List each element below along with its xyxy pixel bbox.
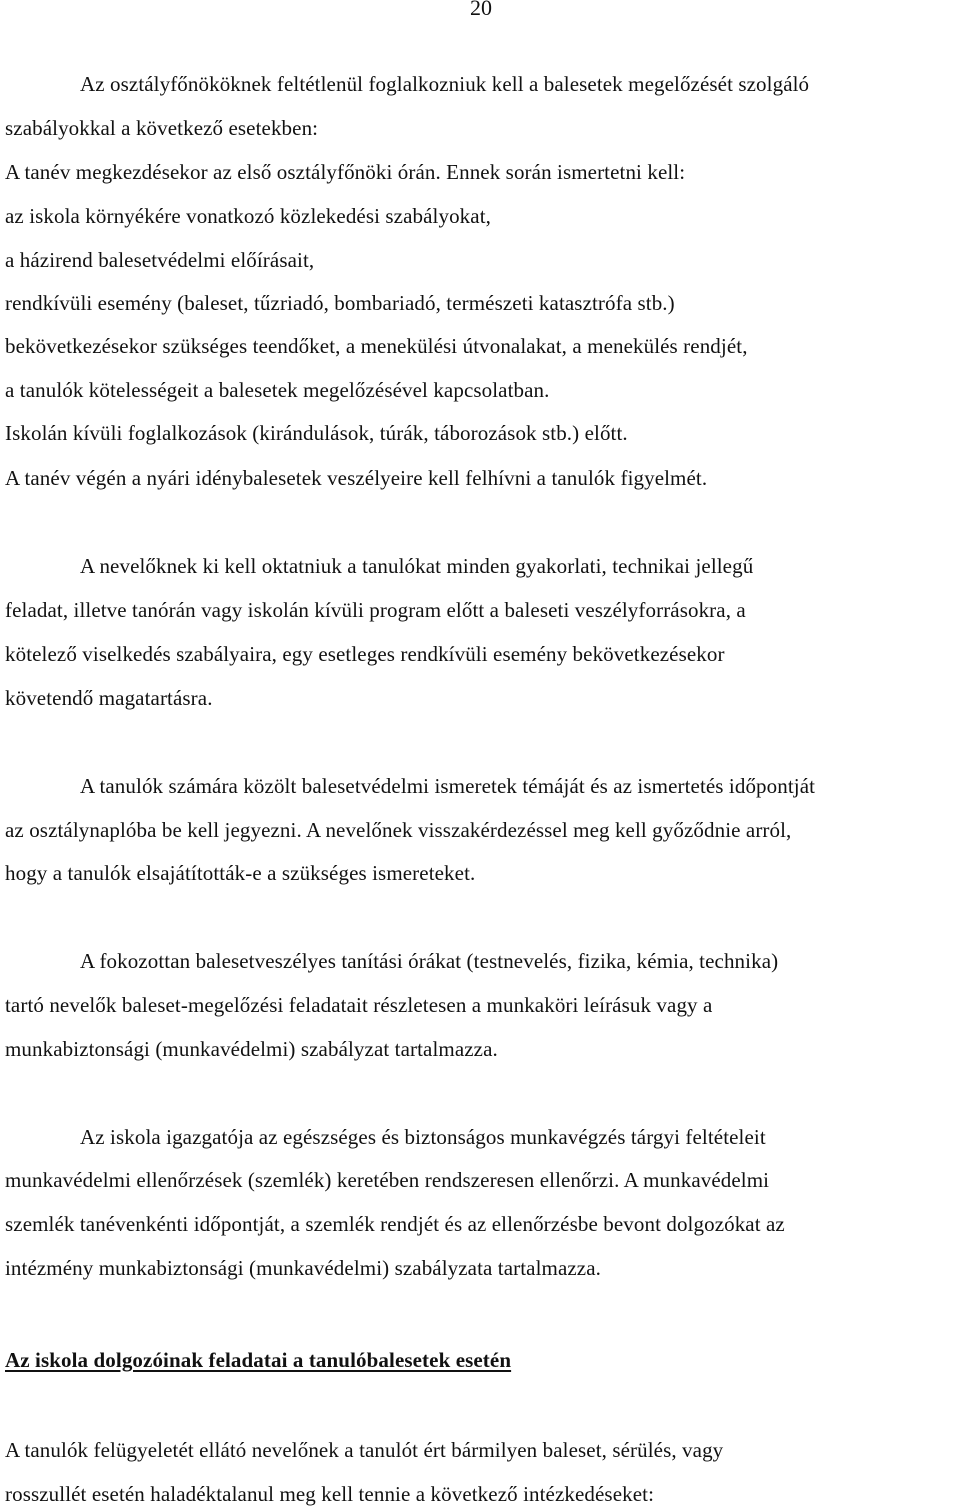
text-line: A tanulók felügyeletét ellátó nevelőnek a tanulót ért bármilyen baleset, sérülés, vagy <box>5 1438 724 1462</box>
text-line: A nevelőknek ki kell oktatniuk a tanulókat minden gyakorlati, technikai jellegű <box>80 554 754 578</box>
text-line: a házirend balesetvédelmi előírásait, <box>5 248 315 272</box>
section-heading: Az iskola dolgozóinak feladatai a tanulóbalesetek esetén <box>5 1348 512 1372</box>
text-line: munkabiztonsági (munkavédelmi) szabályzat tartalmazza. <box>5 1037 498 1061</box>
text-line: munkavédelmi ellenőrzések (szemlék) keretében rendszeresen ellenőrzi. A munkavédelmi <box>5 1168 770 1192</box>
text-line: Az iskola igazgatója az egészséges és biztonságos munkavégzés tárgyi feltételeit <box>80 1125 766 1149</box>
text-line: szemlék tanévenkénti időpontját, a szemlék rendjét és az ellenőrzésbe bevont dolgozókat az <box>5 1212 785 1236</box>
text-line: a tanulók kötelességeit a balesetek megelőzésével kapcsolatban. <box>5 378 550 402</box>
text-line: követendő magatartásra. <box>5 686 213 710</box>
text-line: feladat, illetve tanórán vagy iskolán kívüli program előtt a baleseti veszélyforrásokra, a <box>5 598 746 622</box>
text-line: bekövetkezésekor szükséges teendőket, a menekülési útvonalakat, a menekülés rendjét, <box>5 334 748 358</box>
text-line: A tanév végén a nyári idénybalesetek veszélyeire kell felhívni a tanulók figyelmét. <box>5 466 708 490</box>
text-line: az iskola környékére vonatkozó közlekedési szabályokat, <box>5 204 491 228</box>
text-line: kötelező viselkedés szabályaira, egy esetleges rendkívüli esemény bekövetkezésekor <box>5 642 725 666</box>
text-line: szabályokkal a következő esetekben: <box>5 116 319 140</box>
text-line: az osztálynaplóba be kell jegyezni. A nevelőnek visszakérdezéssel meg kell győződnie arról, <box>5 818 792 842</box>
text-line: intézmény munkabiztonsági (munkavédelmi) szabályzata tartalmazza. <box>5 1256 601 1280</box>
text-line: A tanév megkezdésekor az első osztályfőnöki órán. Ennek során ismertetni kell: <box>5 160 686 184</box>
text-line: rosszullét esetén haladéktalanul meg kell tennie a következő intézkedéseket: <box>5 1482 655 1506</box>
page-number: 20 <box>470 0 492 20</box>
text-line: rendkívüli esemény (baleset, tűzriadó, bombariadó, természeti katasztrófa stb.) <box>5 291 675 315</box>
text-line: tartó nevelők baleset-megelőzési feladatait részletesen a munkaköri leírásuk vagy a <box>5 993 713 1017</box>
text-line: Iskolán kívüli foglalkozások (kirándulások, túrák, táborozások stb.) előtt. <box>5 421 628 445</box>
text-line: Az osztályfőnököknek feltétlenül foglalkozniuk kell a balesetek megelőzését szolgáló <box>80 72 810 96</box>
text-line: A tanulók számára közölt balesetvédelmi ismeretek témáját és az ismertetés időpontját <box>80 774 816 798</box>
text-line: hogy a tanulók elsajátították-e a szükséges ismereteket. <box>5 861 476 885</box>
text-line: A fokozottan balesetveszélyes tanítási órákat (testnevelés, fizika, kémia, technika) <box>80 949 779 973</box>
